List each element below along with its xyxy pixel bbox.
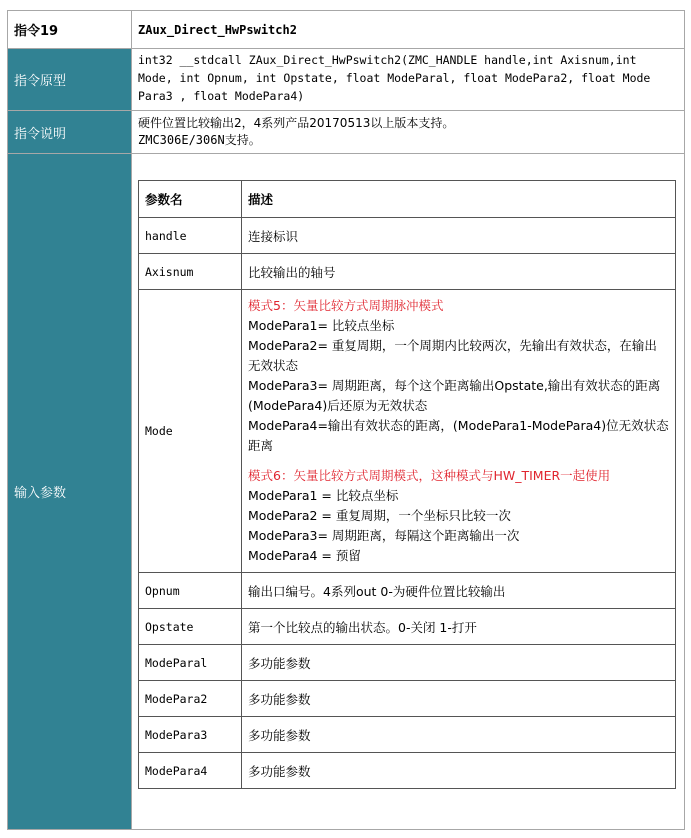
param-desc: 多功能参数 (242, 681, 676, 717)
table-row (139, 681, 676, 717)
input-params-cell (132, 154, 685, 830)
description-row (8, 111, 685, 154)
param-name-header: 参数名 (139, 181, 242, 218)
mode6-line: ModePara4 = 预留 (248, 548, 361, 563)
api-doc-table (7, 10, 685, 830)
param-desc-header: 描述 (242, 181, 676, 218)
param-desc: 多功能参数 (242, 717, 676, 753)
prototype-text: int32 __stdcall ZAux_Direct_HwPswitch2(ZMC_HANDLE handle,int Axisnum,int Mode, int Opnum, int Opstate, float ModeParal, float ModePara2, float Mode Para3 , float ModePara4) (132, 49, 685, 111)
table-row (139, 218, 676, 254)
param-name: ModePara3 (139, 717, 242, 753)
mode6-title: 模式6：矢量比较方式周期模式，这种模式与HW_TIMER一起使用 (248, 468, 611, 483)
param-desc: 比较输出的轴号 (242, 254, 676, 290)
description-label: 指令说明 (8, 111, 132, 154)
param-name: Mode (139, 290, 242, 573)
param-name: Opstate (139, 609, 242, 645)
mode5-title: 模式5：矢量比较方式周期脉冲模式 (248, 298, 444, 313)
table-row (139, 645, 676, 681)
params-table (138, 180, 676, 789)
mode5-line: ModePara1= 比较点坐标 (248, 318, 395, 333)
param-name: ModeParal (139, 645, 242, 681)
param-desc: 第一个比较点的输出状态。0-关闭 1-打开 (242, 609, 676, 645)
param-name: handle (139, 218, 242, 254)
mode5-line: ModePara4=输出有效状态的距离，(ModePara1-ModePara4)位无效状态距离 (248, 418, 669, 453)
command-number: 指令19 (8, 11, 132, 49)
prototype-row (8, 49, 685, 111)
table-row (139, 573, 676, 609)
param-desc: 连接标识 (242, 218, 676, 254)
description-text (132, 111, 685, 154)
params-header-row (139, 181, 676, 218)
param-desc: 多功能参数 (242, 753, 676, 789)
mode6-line: ModePara3= 周期距离，每隔这个距离输出一次 (248, 528, 520, 543)
table-row (139, 609, 676, 645)
param-name: ModePara4 (139, 753, 242, 789)
input-params-row (8, 154, 685, 830)
mode5-line: ModePara3= 周期距离，每个这个距离输出Opstate,输出有效状态的距离(ModePara4)后还原为无效状态 (248, 378, 661, 413)
function-name: ZAux_Direct_HwPswitch2 (132, 11, 685, 49)
param-name: Axisnum (139, 254, 242, 290)
prototype-label: 指令原型 (8, 49, 132, 111)
param-name: Opnum (139, 573, 242, 609)
description-line-2: ZMC306E/306N支持。 (138, 133, 261, 147)
mode5-line: ModePara2= 重复周期，一个周期内比较两次，先输出有效状态，在输出无效状态 (248, 338, 657, 373)
mode-row (139, 290, 676, 573)
table-row (139, 753, 676, 789)
param-desc: 输出口编号。4系列out 0-为硬件位置比较输出 (242, 573, 676, 609)
mode-description (242, 290, 676, 573)
mode6-line: ModePara1 = 比较点坐标 (248, 488, 399, 503)
header-row (8, 11, 685, 49)
table-row (139, 254, 676, 290)
param-name: ModePara2 (139, 681, 242, 717)
mode6-line: ModePara2 = 重复周期，一个坐标只比较一次 (248, 508, 511, 523)
spacer (248, 456, 669, 466)
param-desc: 多功能参数 (242, 645, 676, 681)
table-row (139, 717, 676, 753)
description-line-1: 硬件位置比较输出2，4系列产品20170513以上版本支持。 (138, 116, 455, 130)
input-params-label: 输入参数 (8, 154, 132, 830)
